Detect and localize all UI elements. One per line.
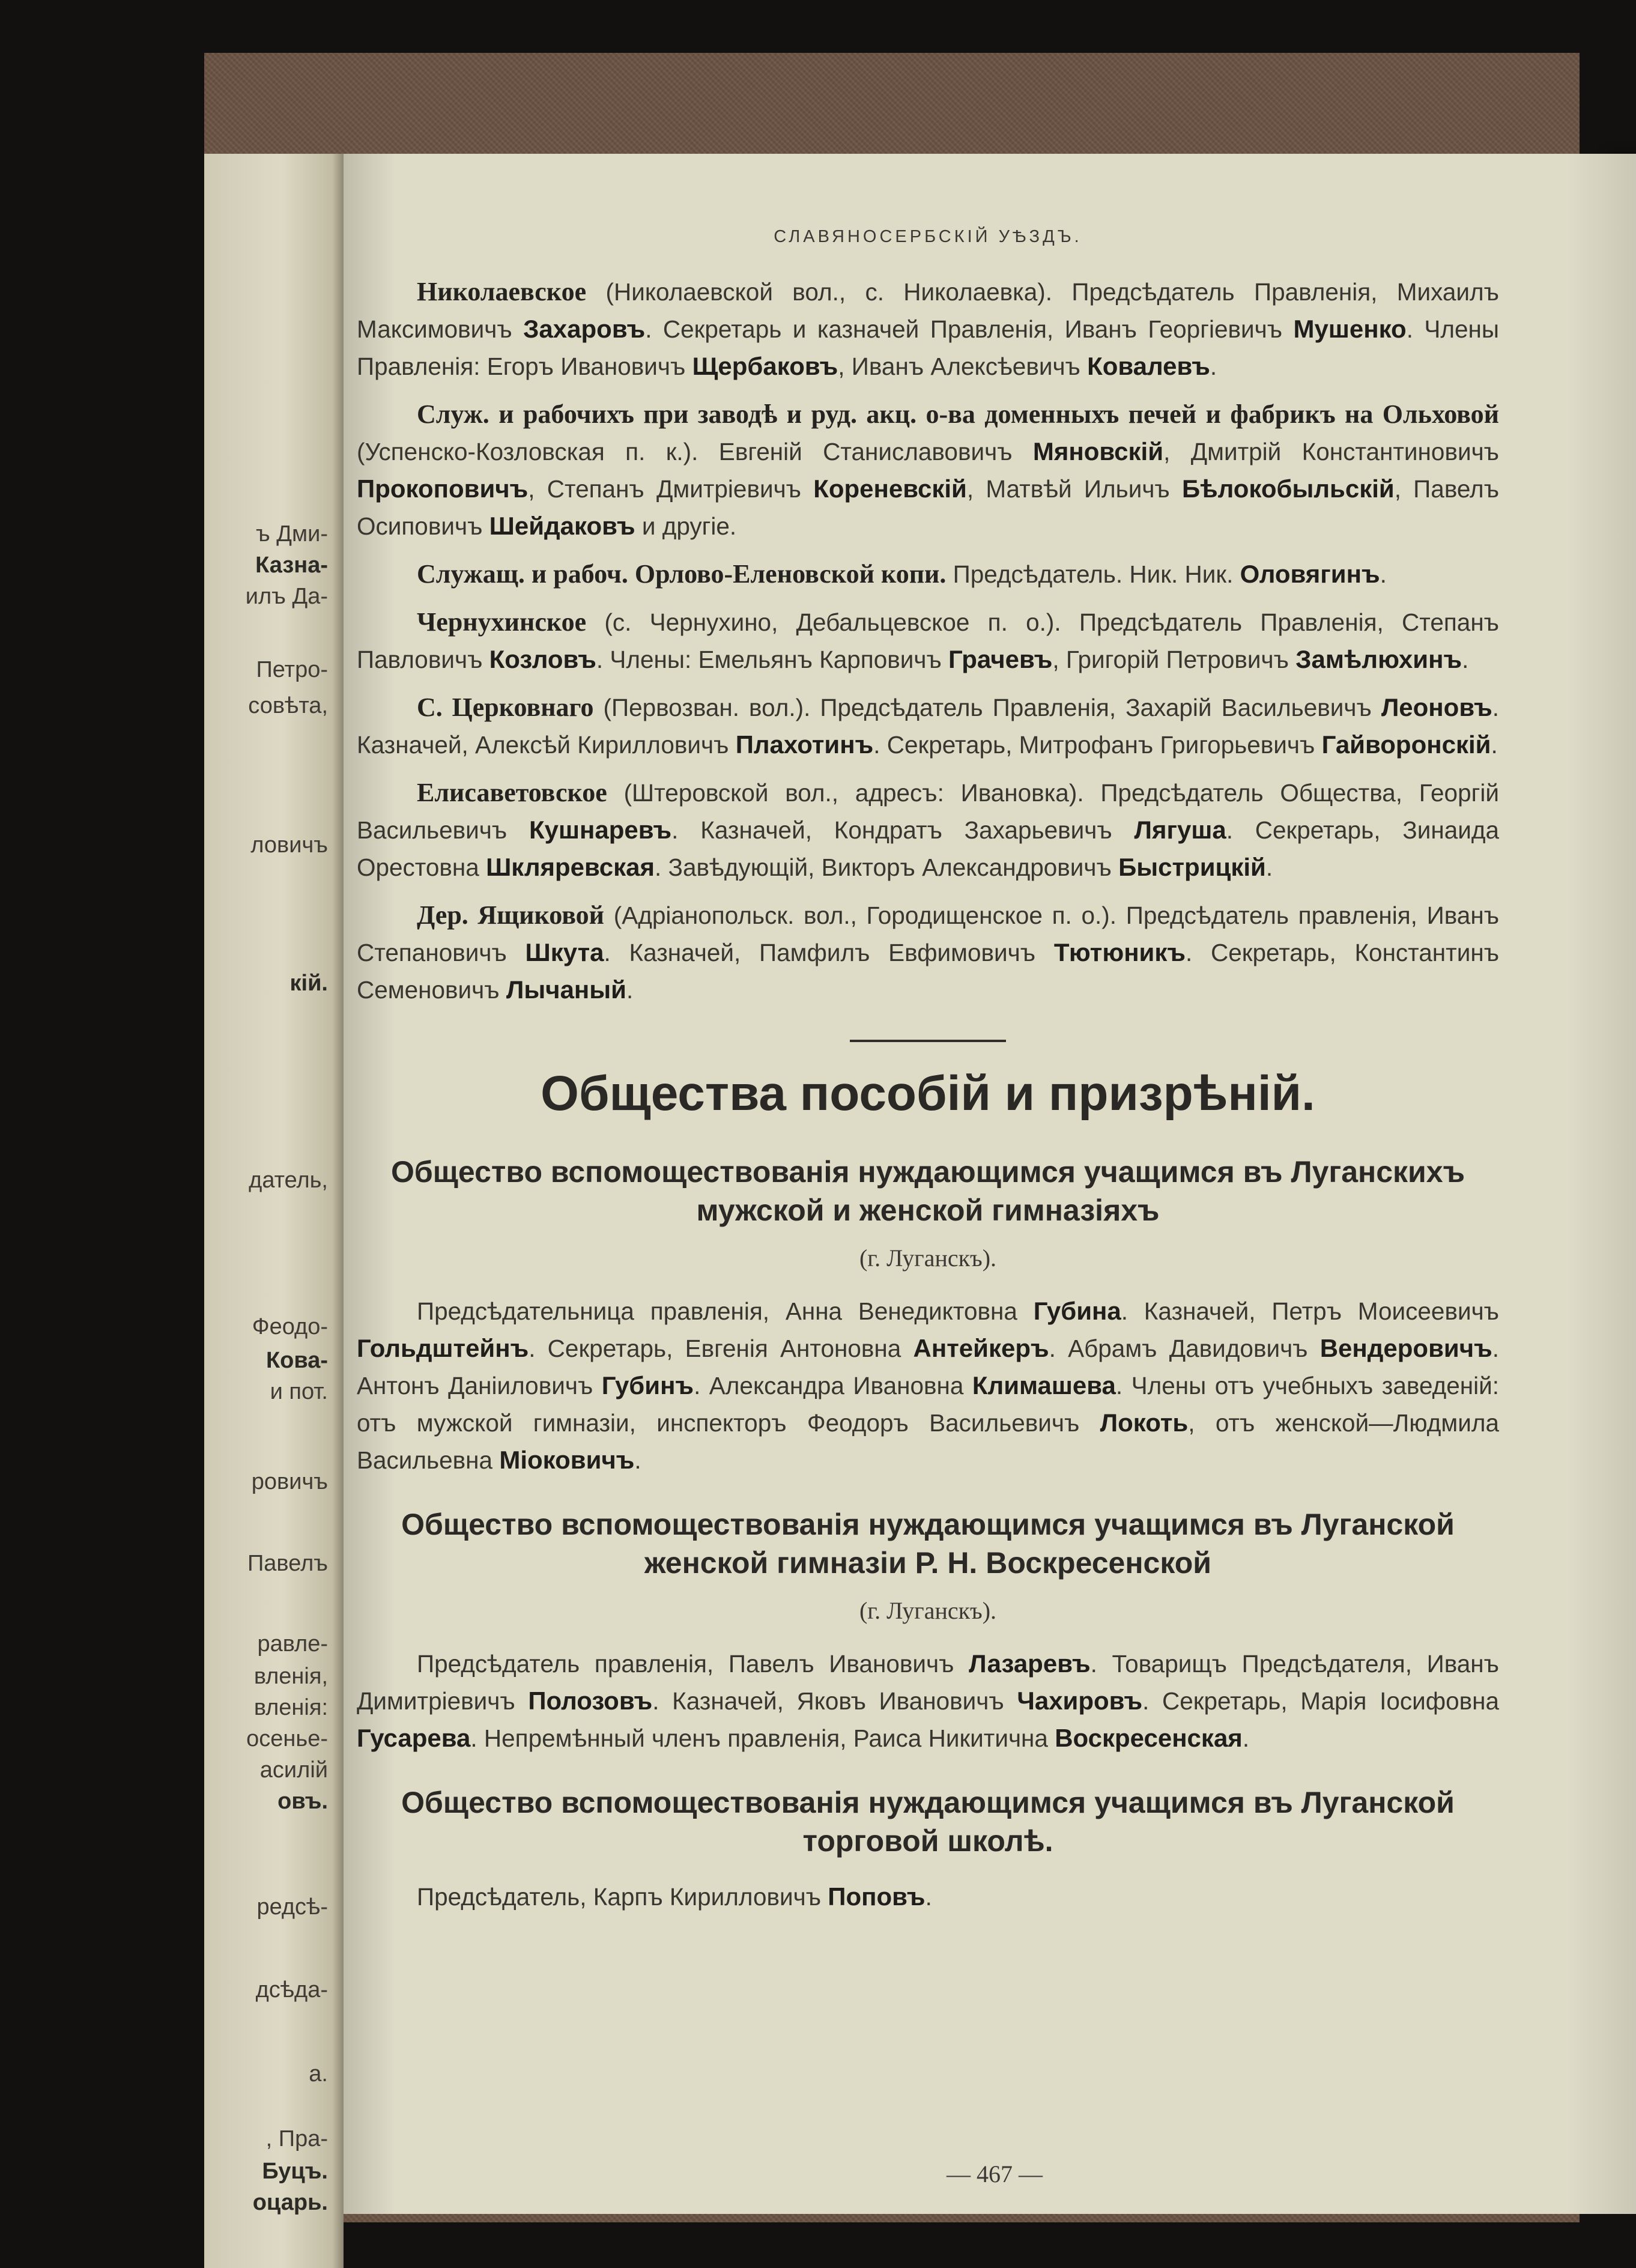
left-page-fragment: дсѣда- [255,1977,328,2003]
entry-lead: Служ. и рабочихъ при заводѣ и руд. акц. о-ва доменныхъ печей и фабрикъ на Ольховой [417,399,1499,429]
page-content [357,227,1499,1926]
org-title: Общество вспомоществованія нуждающимся учащимся въ Луганскихъ мужской и женской гимназіяхъ [390,1155,1465,1227]
entry-text: . [634,1446,641,1474]
page-number: — 467 — [947,2160,1043,2188]
left-page-fragment: совѣта, [248,693,328,718]
entry-text: . Казначей, Петръ Моисеевичъ [1121,1297,1499,1325]
entry-lead: Служащ. и рабоч. Орлово-Еленовской копи. [417,559,947,589]
person-name: Воскресенская [1055,1724,1243,1752]
entry-lead: Елисаветовское [417,778,607,807]
person-name: Мяновскій [1032,437,1164,465]
left-page-fragment: осенье- [246,1726,328,1751]
entry-text: . [1242,1724,1250,1752]
left-page-edge [204,154,344,2268]
left-page-fragment: , Пра- [265,2126,328,2151]
entry-lead: Николаевское [417,277,587,306]
entry-text: (Первозван. вол.). Предсѣдатель Правленія, Захарій Васильевичъ [593,694,1381,721]
left-page-fragment: кій. [289,971,328,996]
entry-text: . [1491,731,1498,759]
entry-text: (Успенско-Козловская п. к.). Евгеній Станиславовичъ [357,438,1033,465]
entry-text: . Абрамъ Давидовичъ [1049,1335,1320,1362]
person-name: Полозовъ [528,1687,653,1715]
entry-lead: Дер. Ящиковой [417,900,605,930]
entry-text: . [1462,646,1469,673]
left-page-fragment: равле- [257,1631,328,1657]
person-name: Шейдаковъ [489,512,635,540]
entry-elisavetovskoe [357,774,1499,886]
left-page-fragment: вленія, [253,1664,328,1689]
person-name: Мушенко [1293,315,1407,343]
left-page-fragment: ъ Дми- [255,521,328,547]
entry-text: (Адріанопольск. вол., Городищенское п. о.). Предсѣдатель правленія, Иванъ Степановичъ [357,902,1500,966]
left-page-fragment: Буцъ. [262,2159,328,2184]
entry-text: . Казначей, Кондратъ Захарьевичъ [671,816,1135,844]
person-name: Кушнаревъ [529,816,672,844]
entry-text: . Секретарь и казначей Правленія, Иванъ Георгіевичъ [645,315,1294,343]
entry-orlovo-elenovskaya [357,556,1499,593]
entry-olkhovaya [357,396,1499,545]
person-name: Быстрицкій [1118,853,1266,881]
right-page [344,154,1636,2214]
entry-text: (с. Чернухино, Дебальцевское п. о.). Предсѣдатель Правленія, Степанъ Павловичъ [357,608,1499,673]
person-name: Чахировъ [1017,1687,1143,1715]
entry-text: . [1210,353,1217,380]
left-page-fragment: датель, [249,1168,328,1193]
person-name: Оловягинъ [1240,560,1380,588]
person-name: Лычаный [506,975,626,1004]
left-page-fragment: илъ Да- [245,584,328,609]
person-name: Леоновъ [1381,693,1492,721]
entry-text: . Секретарь, Марія Іосифовна [1142,1687,1500,1715]
entry-text: . Завѣдующій, Викторъ Александровичъ [655,854,1119,881]
person-name: Вендеровичъ [1319,1334,1492,1362]
entry-text: , Григорій Петровичъ [1052,646,1296,673]
entry-text: . Члены Правленія: Егоръ Ивановичъ [357,315,1499,380]
left-page-fragment: Казна- [255,553,328,578]
left-page-fragment: оцарь. [252,2190,328,2215]
left-page-fragment: Феодо- [252,1314,328,1339]
person-name: Прокоповичъ [357,475,529,503]
left-page-fragment: Кова- [265,1348,328,1373]
entry-text: . [925,1883,932,1911]
person-name: Антейкеръ [913,1334,1049,1362]
entry-text: (Николаевской вол., с. Николаевка). Предсѣдатель Правленія, Михаилъ Максимовичъ [357,278,1499,343]
person-name: Лягуша [1134,816,1226,844]
person-name: Поповъ [828,1882,926,1911]
left-page-fragment: Петро- [256,657,328,682]
entry-text: . [1380,560,1387,588]
book-binding [204,53,1580,2222]
org-title: Общество вспомоществованія нуждающимся учащимся въ Луганской женской гимназіи Р. Н. Воскресенской [401,1508,1455,1580]
entry-yashchikovaya [357,897,1499,1008]
entry-text: . Казначей, Памфилъ Евфимовичъ [604,939,1054,966]
person-name: Климашева [972,1371,1116,1399]
left-page-fragment: ровичъ [251,1469,328,1494]
entry-text: . Секретарь, Митрофанъ Григорьевичъ [873,731,1322,759]
entry-text: (Штеровской вол., адресъ: Ивановка). Предсѣдатель Общества, Георгій Васильевичъ [357,779,1499,844]
person-name: Лазаревъ [969,1649,1091,1678]
left-page-fragment: ловичъ [250,832,328,858]
entry-text: . Секретарь, Зинаида Орестовна [357,816,1499,881]
entry-text: . Казначей, Яковъ Ивановичъ [652,1687,1017,1715]
person-name: Гольдштейнъ [357,1334,529,1362]
person-name: Захаровъ [523,315,646,343]
left-page-fragment: Павелъ [247,1551,328,1576]
entry-text: . Антонъ Даніиловичъ [357,1335,1499,1399]
entry-text: , Павелъ Осиповичъ [357,475,1500,540]
person-name: Ковалевъ [1087,352,1210,380]
entry-text: , Матвѣй Ильичъ [966,475,1182,503]
left-page-fragment: а. [309,2061,328,2087]
person-name: Міоковичъ [499,1446,635,1474]
entry-text: Предсѣдатель. Ник. Ник. [946,560,1240,588]
left-page-fragment: асилій [259,1757,328,1783]
org-city: (г. Луганскъ). [859,1245,997,1272]
entry-text: . Непремѣнный членъ правленія, Раиса Никитична [470,1724,1055,1752]
entry-text: . Товарищъ Предсѣдателя, Иванъ Димитріевичъ [357,1650,1499,1715]
person-name: Козловъ [489,645,596,673]
entry-nikolaevskoe [357,273,1499,385]
entry-text: , Иванъ Алексѣевичъ [838,353,1088,380]
entry-text: , Дмитрій Константиновичъ [1163,438,1499,465]
org-entry-gymnasia [357,1293,1499,1479]
entry-text: Предсѣдатель правленія, Павелъ Ивановичъ [417,1650,969,1678]
left-page-fragment: и пот. [270,1379,328,1404]
org-entry-torgovaya [357,1878,1499,1915]
person-name: Шкута [525,938,604,966]
entry-text: , отъ женской—Людмила Васильевна [357,1409,1499,1474]
left-page-fragment: редсѣ- [256,1894,328,1920]
entry-text: . Члены: Емельянъ Карповичъ [596,646,949,673]
left-page-fragment: вленія: [253,1695,328,1720]
org-entry-voskresenskaya [357,1645,1499,1757]
person-name: Плахотинъ [735,730,874,759]
section-divider [850,1040,1006,1042]
entry-lead: Чернухинское [417,607,587,637]
entry-text: . Члены отъ учебныхъ заведеній: отъ мужской гимназіи, инспекторъ Феодоръ Васильевичъ [357,1372,1499,1437]
entry-text: . Секретарь, Константинъ Семеновичъ [357,939,1500,1004]
entry-text: . [1265,854,1273,881]
entry-text: Предсѣдательница правленія, Анна Венедиктовна [417,1297,1034,1325]
entry-text: , Степанъ Дмитріевичъ [528,475,814,503]
person-name: Губинъ [601,1371,694,1399]
person-name: Губина [1033,1297,1121,1325]
person-name: Гайворонскій [1321,730,1491,759]
entry-text: Предсѣдатель, Карпъ Кирилловичъ [417,1883,828,1911]
section-title: Общества пособій и призрѣній. [541,1066,1315,1121]
entry-tserkovnoe [357,689,1499,763]
left-page-fragment: овъ. [277,1789,328,1814]
org-city: (г. Луганскъ). [859,1597,997,1624]
person-name: Шкляревская [486,853,655,881]
person-name: Щербаковъ [692,352,838,380]
entry-text: . Александра Ивановна [694,1372,972,1399]
person-name: Тютюникъ [1053,938,1186,966]
entry-text: . Казначей, Алексѣй Кирилловичъ [357,694,1499,759]
entry-text: . [626,976,634,1004]
person-name: Замѣлюхинъ [1295,645,1462,673]
entry-chernukhinskoe [357,604,1499,678]
org-title: Общество вспомоществованія нуждающимся учащимся въ Луганской торговой школѣ. [401,1786,1455,1858]
person-name: Кореневскій [813,475,967,503]
entry-text: и другіе. [635,512,737,540]
running-header: СЛАВЯНОСЕРБСКІЙ УѢЗДЪ. [774,227,1082,246]
entry-lead: С. Церковнаго [417,693,594,722]
person-name: Гусарева [357,1724,471,1752]
entry-text: . Секретарь, Евгенія Антоновна [529,1335,913,1362]
person-name: Бѣлокобыльскій [1181,475,1395,503]
person-name: Локоть [1100,1408,1189,1437]
person-name: Грачевъ [948,645,1053,673]
